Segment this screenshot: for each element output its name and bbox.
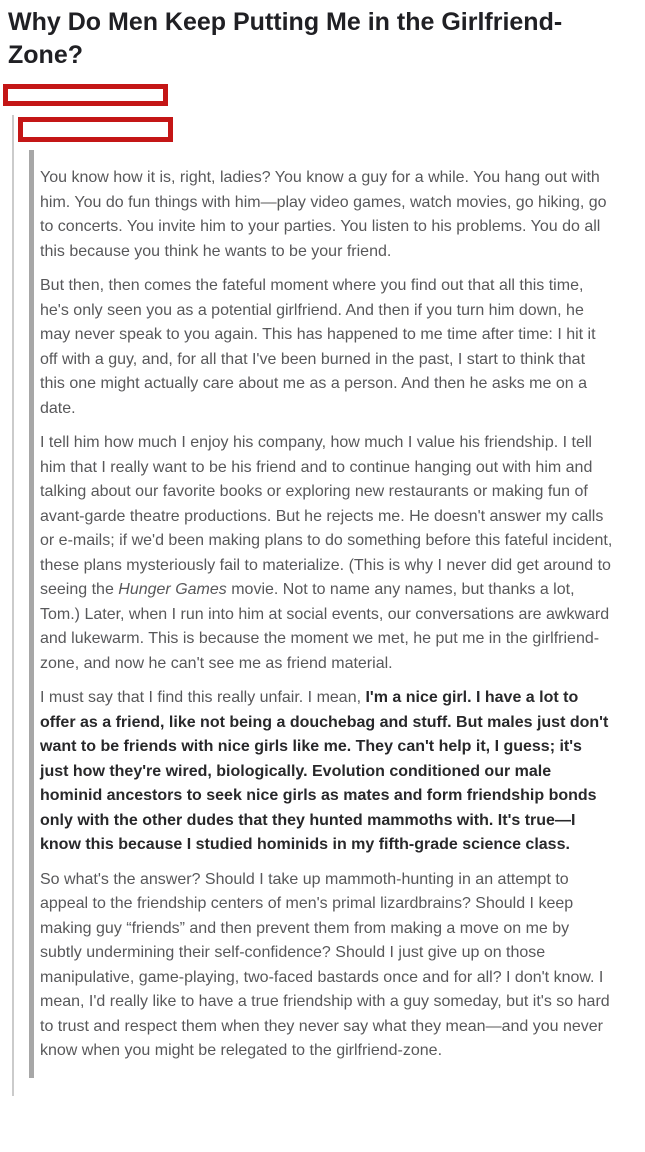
inner-blockquote — [29, 150, 645, 1078]
redaction-box-1 — [3, 84, 168, 106]
redaction-box-2 — [18, 117, 173, 142]
text-segment-regular: movie. Not to name any names, but thanks a lot, Tom.) Later, when I run into him at social events, our conversations are awkward and lukewarm. This is because the moment we met, he put me in the girlfriend-zone, and now he can't see me as friend material. — [40, 581, 610, 672]
text-segment-regular: You know how it is, right, ladies? You know a guy for a while. You hang out with him. You do fun things with him—play video games, watch movies, go hiking, go to concerts. You invite him to your parties. You listen to his problems. You do all this because you think he wants to be your friend. — [40, 169, 607, 260]
text-segment-regular: I must say that I find this really unfair. I mean, — [40, 689, 366, 706]
text-segment-regular: So what's the answer? Should I take up mammoth-hunting in an attempt to appeal to the friendship centers of men's primal lizardbrains? Should I keep making guy “friends” and then prevent them from making a move on me by subtly undermining their self-confidence? Should I just give up on those manipulative, game-playing, two-faced bastards once and for all? I don't know. I mean, I'd really like to have a true friendship with a guy someday, but it's so hard to trust and respect them when they never say what they mean—and you never know when you might be relegated to the girlfriend-zone. — [40, 870, 610, 1059]
quote-paragraph — [40, 274, 614, 421]
text-segment-regular: But then, then comes the fateful moment where you find out that all this time, he's only seen you as a potential girlfriend. And then if you turn him down, he may never speak to you again. This has happened to me time after time: I hit it off with a guy, and, for all that I've been burned in the past, I start to think that this one might actually care about me as a person. And then he asks me on a date. — [40, 277, 596, 417]
text-segment-italic: Hunger Games — [118, 581, 227, 598]
page-title: Why Do Men Keep Putting Me in the Girlfriend-Zone? — [8, 8, 563, 69]
text-segment-bold: I'm a nice girl. I have a lot to offer as a friend, like not being a douchebag and stuff. But males just don't want to be friends with nice girls like me. They can't help it, I guess; it's just how they're wired, biologically. Evolution conditioned our male hominid ancestors to seek nice girls as mates and form friendship bonds only with the other dudes that they hunted mammoths with. It's true—I know this because I studied hominids in my fifth-grade science class. — [40, 689, 609, 853]
text-segment-regular: I tell him how much I enjoy his company, how much I value his friendship. I tell him that I really want to be his friend and to continue hanging out with him and talking about our favorite books or exploring new restaurants or making fun of avant-garde theatre productions. But he rejects me. He doesn't answer my calls or e-mails; if we'd been making plans to do something before this fateful incident, these plans mysteriously fail to materialize. (This is why I never did get around to seeing the — [40, 434, 613, 598]
quote-paragraph — [40, 686, 614, 858]
quote-paragraph — [40, 166, 614, 264]
quote-paragraph — [40, 431, 614, 676]
quote-paragraph — [40, 868, 614, 1064]
quote-paragraphs — [40, 166, 614, 1064]
outer-blockquote — [12, 115, 645, 1096]
article — [0, 6, 645, 1096]
